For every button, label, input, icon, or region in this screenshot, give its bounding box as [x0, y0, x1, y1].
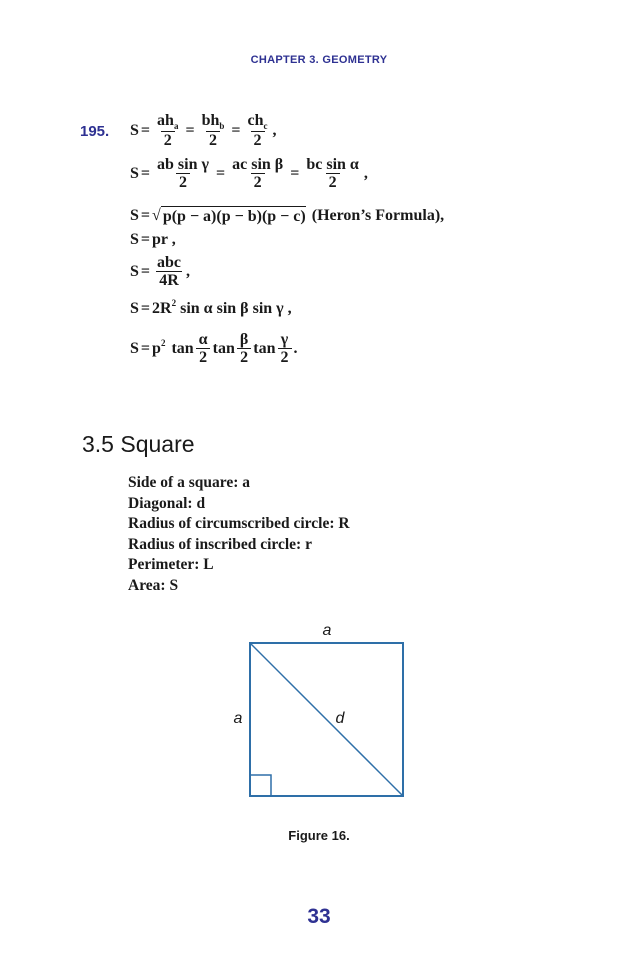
fraction [245, 112, 271, 149]
fraction [154, 156, 212, 191]
fraction [303, 156, 362, 191]
formula-line-4 [130, 231, 176, 249]
equals-sign: = [140, 207, 151, 224]
formula-line-2 [130, 156, 368, 191]
equals-sign: = [185, 121, 195, 139]
denominator: 2 [237, 348, 251, 366]
numerator: β [239, 331, 249, 348]
expression-post: sin α sin β sin γ , [180, 300, 292, 317]
numerator: ab sin γ [157, 156, 209, 173]
denominator: 2 [326, 173, 340, 191]
list-item: Perimeter: L [128, 556, 214, 573]
denominator: 2 [176, 173, 190, 191]
formula-line-1 [130, 112, 277, 149]
denominator: 2 [161, 131, 175, 149]
equals-sign: = [140, 231, 151, 248]
formula-line-6 [130, 300, 292, 318]
list-item: Area: S [128, 576, 179, 594]
section-title: 3.5 Square [82, 431, 195, 457]
area-symbol: S [130, 164, 139, 182]
numerator: $bh_b$ [201, 112, 225, 131]
tan-label: tan [212, 339, 235, 357]
denominator: 2 [278, 348, 292, 366]
figure-caption: Figure 16. [288, 828, 350, 843]
formula-line-3 [130, 206, 444, 226]
period: . [293, 339, 298, 357]
definition-list [128, 473, 350, 596]
equals-sign: = [140, 339, 151, 357]
fraction [154, 112, 181, 149]
numerator: bc sin α [306, 156, 359, 173]
equals-sign: = [231, 121, 241, 139]
left-side-label: a [233, 710, 243, 727]
numerator: $ch_c$ [247, 112, 268, 131]
area-symbol: S [130, 262, 139, 280]
fraction [154, 254, 184, 289]
equals-sign: = [140, 300, 151, 317]
sqrt-symbol: √ [152, 207, 161, 224]
area-symbol: S [130, 207, 139, 224]
numerator: γ [280, 331, 289, 348]
list-item: Radius of inscribed circle: r [128, 535, 312, 553]
denominator: 2 [251, 131, 265, 149]
equals-sign: = [290, 164, 300, 182]
numerator: $ah_a$ [157, 112, 179, 131]
equals-sign: = [140, 121, 151, 139]
denominator: 2 [251, 173, 265, 191]
page-number: 33 [307, 905, 331, 928]
fraction [278, 331, 292, 366]
list-item: Side of a square: a [128, 474, 251, 491]
fraction [229, 156, 286, 191]
exponent: 2 [160, 337, 166, 348]
numerator: α [198, 331, 208, 348]
exponent: 2 [171, 298, 177, 308]
denominator: 2 [206, 131, 220, 149]
numerator: abc [157, 254, 182, 271]
p-symbol: p [152, 339, 161, 357]
equals-sign: = [215, 164, 226, 182]
diagonal-line [250, 643, 403, 796]
comma: , [272, 121, 277, 139]
fraction [237, 331, 251, 366]
expression: pr , [152, 231, 176, 248]
problem-number: 195. [80, 123, 110, 140]
square-figure [220, 618, 420, 808]
equals-sign: = [140, 164, 151, 182]
right-angle-marker [250, 775, 271, 796]
denominator: 4R [156, 271, 182, 289]
radicand: p(p − a)(p − b)(p − c) [162, 208, 306, 225]
formula-line-5 [130, 254, 190, 289]
equals-sign: = [140, 262, 151, 280]
comma: , [363, 164, 368, 182]
area-symbol: S [130, 339, 139, 357]
area-symbol: S [130, 231, 139, 248]
numerator: ac sin β [232, 156, 284, 173]
comma: , [186, 262, 191, 280]
fraction [196, 331, 211, 366]
tan-label: tan [253, 339, 276, 357]
heron-note: (Heron’s Formula), [311, 207, 445, 224]
area-symbol: S [130, 121, 139, 139]
denominator: 2 [196, 348, 210, 366]
top-side-label: a [322, 622, 332, 639]
fraction [199, 112, 228, 149]
running-header: CHAPTER 3. GEOMETRY [250, 54, 388, 66]
area-symbol: S [130, 300, 139, 317]
expression-pre: 2R [152, 300, 172, 317]
diagonal-label: d [335, 710, 345, 727]
list-item: Diagonal: d [128, 494, 206, 512]
list-item: Radius of circumscribed circle: R [128, 515, 350, 532]
tan-label: tan [171, 339, 194, 357]
formula-line-7 [130, 331, 298, 366]
